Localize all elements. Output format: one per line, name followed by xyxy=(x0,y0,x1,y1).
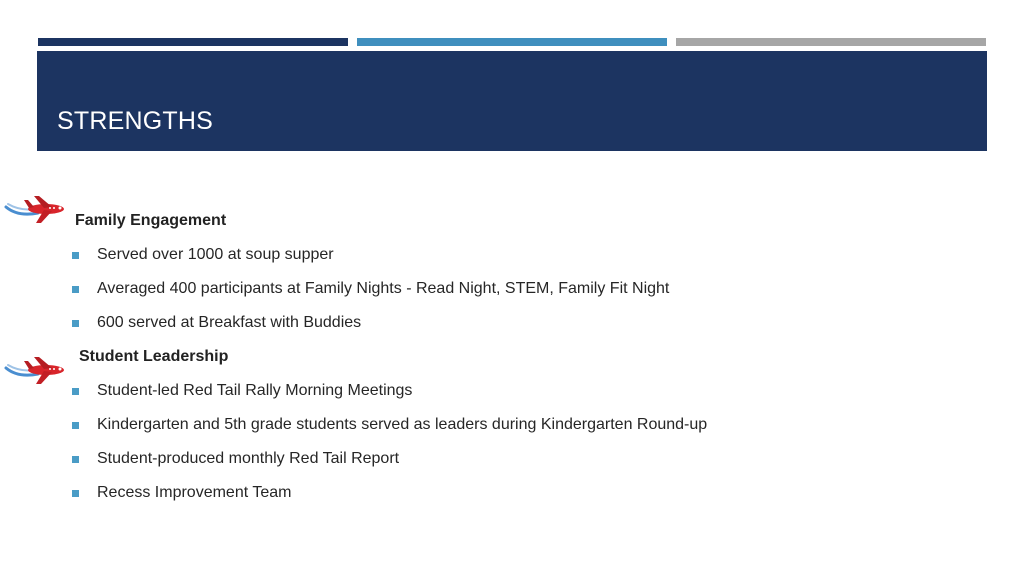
list-item xyxy=(72,279,669,299)
list-item-text: Kindergarten and 5th grade students served as leaders during Kindergarten Round-up xyxy=(97,416,708,433)
list-item xyxy=(72,483,291,503)
list-item-text: Averaged 400 participants at Family Nights - Read Night, STEM, Family Fit Night xyxy=(97,280,670,297)
list-item-text: 600 served at Breakfast with Buddies xyxy=(97,314,362,331)
accent-bar-blue xyxy=(357,38,667,46)
bullet-icon xyxy=(72,252,79,259)
bullet-icon xyxy=(72,388,79,395)
bullet-icon xyxy=(72,490,79,497)
list-item-text: Student-led Red Tail Rally Morning Meetings xyxy=(97,382,413,399)
bullet-icon xyxy=(72,422,79,429)
list-item-text: Recess Improvement Team xyxy=(97,484,292,501)
list-item xyxy=(72,449,399,469)
list-item-text: Served over 1000 at soup supper xyxy=(97,246,334,263)
list-item xyxy=(72,313,361,333)
bullet-icon xyxy=(72,286,79,293)
list-item xyxy=(72,415,707,435)
bullet-icon xyxy=(72,456,79,463)
accent-bar-gray xyxy=(676,38,986,46)
list-item xyxy=(72,245,334,265)
airplane-icon xyxy=(4,354,68,388)
title-banner xyxy=(37,51,987,151)
page-title: STRENGTHS xyxy=(57,107,213,135)
list-item-text: Student-produced monthly Red Tail Report xyxy=(97,450,400,467)
accent-bar-dark xyxy=(38,38,348,46)
section-heading-family-engagement: Family Engagement xyxy=(75,212,227,229)
airplane-icon xyxy=(4,193,68,227)
list-item xyxy=(72,381,412,401)
section-heading-student-leadership: Student Leadership xyxy=(79,348,229,365)
bullet-icon xyxy=(72,320,79,327)
